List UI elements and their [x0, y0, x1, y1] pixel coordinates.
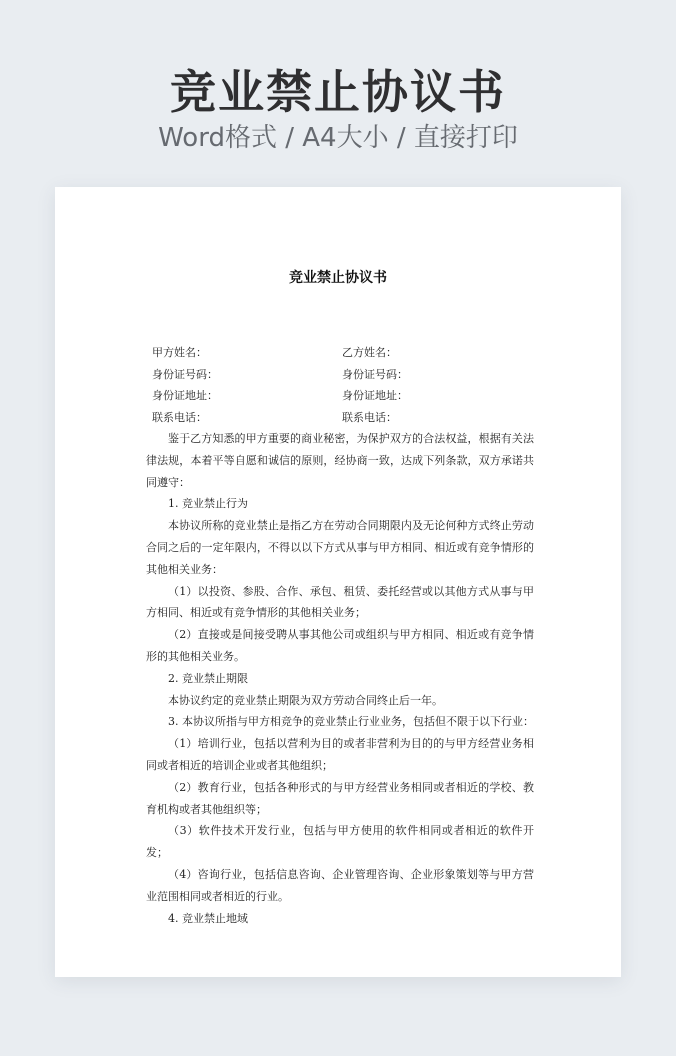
party-b-id-label: 身份证号码：: [342, 367, 408, 381]
banner-subtitle: Word格式 / A4大小 / 直接打印: [158, 123, 518, 153]
party-row: [152, 385, 532, 407]
body-paragraph: 本协议约定的竞业禁止期限为双方劳动合同终止后一年。: [168, 693, 443, 707]
party-a-name-label: 甲方姓名：: [152, 346, 207, 359]
party-row: [152, 364, 532, 386]
party-b-address-label: 身份证地址：: [342, 389, 408, 402]
agreement-body: [146, 428, 534, 929]
document-page: [55, 187, 621, 977]
body-paragraph: （4）咨询行业，包括信息咨询、企业管理咨询、企业形象策划等与甲方营业范围相同或者相近的行业。: [146, 867, 534, 903]
section-heading: 1. 竞业禁止行为: [168, 497, 248, 511]
body-paragraph: （2）直接或是间接受聘从事其他公司或组织与甲方相同、相近或有竞争情形的其他相关业务。: [146, 628, 534, 663]
party-a-address-label: 身份证地址：: [152, 389, 218, 402]
body-paragraph: （2）教育行业，包括各种形式的与甲方经营业务相同或者相近的学校、教育机构或者其他组织等；: [146, 780, 534, 816]
document-title: 竞业禁止协议书: [289, 270, 387, 286]
party-row: [152, 342, 532, 364]
section-heading: 3. 本协议所指与甲方相竞争的竞业禁止行业业务，包括但不限于以下行业：: [168, 715, 534, 729]
preamble-paragraph: 鉴于乙方知悉的甲方重要的商业秘密，为保护双方的合法权益，根据有关法律法规，本着平等自愿和诚信的原则，经协商一致，达成下列条款，双方承诺共同遵守：: [146, 432, 534, 489]
section-heading: 4. 竞业禁止地域: [168, 911, 248, 925]
party-a-phone-label: 联系电话：: [152, 410, 207, 424]
party-b-name-label: 乙方姓名：: [342, 346, 397, 359]
banner-title: 竞业禁止协议书: [170, 65, 506, 119]
body-paragraph: 本协议所称的竞业禁止是指乙方在劳动合同期限内及无论何种方式终止劳动合同之后的一定年限内，不得以以下方式从事与甲方相同、相近或有竞争情形的其他相关业务：: [146, 519, 534, 576]
section-heading: 2. 竞业禁止期限: [168, 671, 248, 685]
party-a-id-label: 身份证号码：: [152, 367, 218, 381]
body-paragraph: （1）以投资、参股、合作、承包、租赁、委托经营或以其他方式从事与甲方相同、相近或有竞争情形的其他相关业务；: [146, 584, 534, 620]
body-paragraph: （1）培训行业，包括以营利为目的或者非营利为目的的与甲方经营业务相同或者相近的培训企业或者其他组织；: [146, 737, 534, 772]
party-info-table: [152, 342, 532, 428]
body-paragraph: （3）软件技术开发行业，包括与甲方使用的软件相同或者相近的软件开发；: [146, 824, 534, 860]
party-b-phone-label: 联系电话：: [342, 410, 397, 424]
party-row: [152, 407, 532, 429]
